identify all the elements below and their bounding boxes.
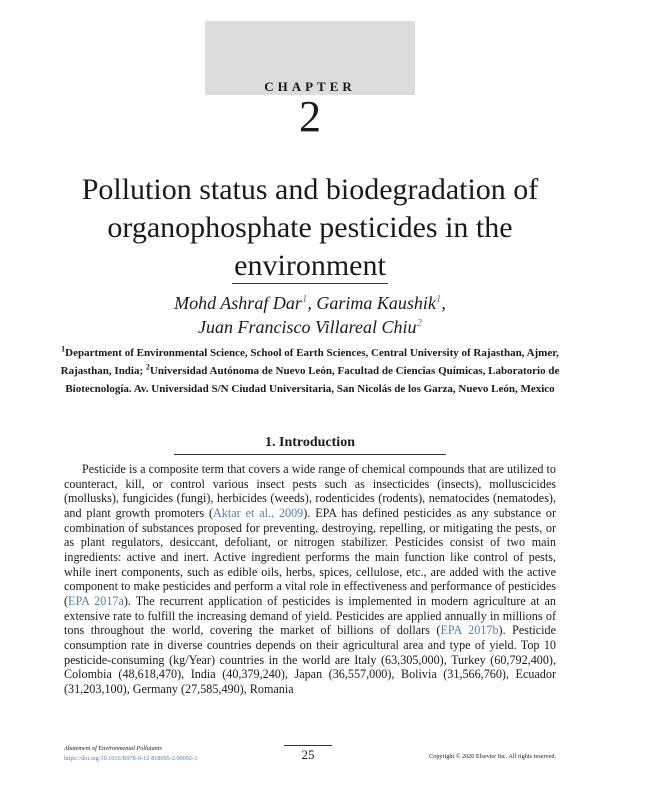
- copyright-notice: Copyright © 2020 Elsevier Inc. All rights reserved.: [429, 753, 556, 760]
- footer-source: [64, 744, 284, 764]
- chapter-label: CHAPTER: [264, 79, 356, 94]
- author-name: Juan Francisco Villareal Chiu: [198, 317, 417, 337]
- affiliation-text: Department of Environmental Science, School of Earth Sciences, Central University of Rajasthan, Ajmer, Rajasthan, India;: [60, 347, 559, 377]
- text-run: Pesticide is a composite term that covers a wide range of chemical compounds that are utilized to counteract, kill, or control various insect pests such as insecticides (insects), molluscicides (mollusks), fungicides (fungi), herbicides (weeds), rodenticides (rodents), nematocides (nematodes), and plant growth promoters (: [64, 462, 556, 520]
- author-name: Mohd Ashraf Dar: [174, 293, 302, 313]
- section-divider: [174, 454, 446, 455]
- page-number: 25: [301, 747, 315, 762]
- chapter-number: 2: [299, 92, 321, 141]
- body-text: [64, 462, 556, 697]
- section-heading: 1. Introduction: [265, 435, 355, 450]
- affiliations: [55, 344, 565, 398]
- book-title: Abatement of Environmental Pollutants: [64, 745, 162, 752]
- affiliation-marker: 2: [145, 362, 150, 372]
- author-name: Garima Kaushik: [316, 293, 436, 313]
- affiliation-text: Universidad Autónoma de Nuevo León, Facultad de Ciencias Químicas, Laboratorio de Biotecnología. Av. Universidad S/N Ciudad Universitaria, San Nicolás de los Garza, Nuevo León, Mexico: [65, 365, 560, 395]
- author-separator: ,: [441, 293, 446, 313]
- text-run: ). The recurrent application of pesticides is implemented in modern agriculture at an extensive rate to fulfill the increasing demand of yield. Pesticides are applied annually in millions of tons throughout the world, covering the market of billions of dollars (: [64, 593, 556, 638]
- title-divider: [232, 283, 388, 284]
- affiliation-ref[interactable]: 1: [435, 293, 442, 305]
- citation-link[interactable]: Aktar et al., 2009: [213, 505, 304, 520]
- citation-link[interactable]: EPA 2017b: [440, 623, 499, 638]
- citation-link[interactable]: EPA 2017a: [68, 593, 124, 608]
- author-list: [90, 291, 530, 339]
- text-run: ). Pesticide consumption rate in diverse countries depends on their agricultural area and type of yield. Top 10 pesticide-consuming (kg/Year) countries in the world are Italy (63,305,000), Turkey (60,792,400), Colombia (48,618,470), India (40,379,240), Japan (36,557,000), Bolivia (31,566,760), Ecuador (31,203,100), Germany (27,585,490), Romania: [64, 623, 557, 696]
- chapter-title: Pollution status and biodegradation of organophosphate pesticides in the environment: [81, 173, 539, 282]
- paragraph: [64, 462, 556, 697]
- text-run: ). EPA has defined pesticides as any substance or combination of substances proposed for preventing, destroying, repelling, or mitigating the pests, or as plant regulators, desiccant, defoliant, or nitrogen stabilizer. Pesticides consist of two main ingredients: active and inert. Active ingredient performs the main function like control of pests, while inert components, such as edible oils, herbs, spices, cellulose, etc., are added with the active component to make pesticides and perform a vital role in effectiveness and performance of pesticides (: [64, 505, 557, 608]
- doi-link[interactable]: https://doi.org/10.1016/B978-0-12-818095-2.00002-3: [64, 755, 198, 762]
- author-separator: ,: [307, 293, 317, 313]
- affiliation-ref[interactable]: 1: [301, 293, 308, 305]
- footer-divider: [284, 745, 332, 746]
- affiliation-marker: 1: [61, 344, 66, 354]
- affiliation-ref[interactable]: 2: [416, 317, 422, 329]
